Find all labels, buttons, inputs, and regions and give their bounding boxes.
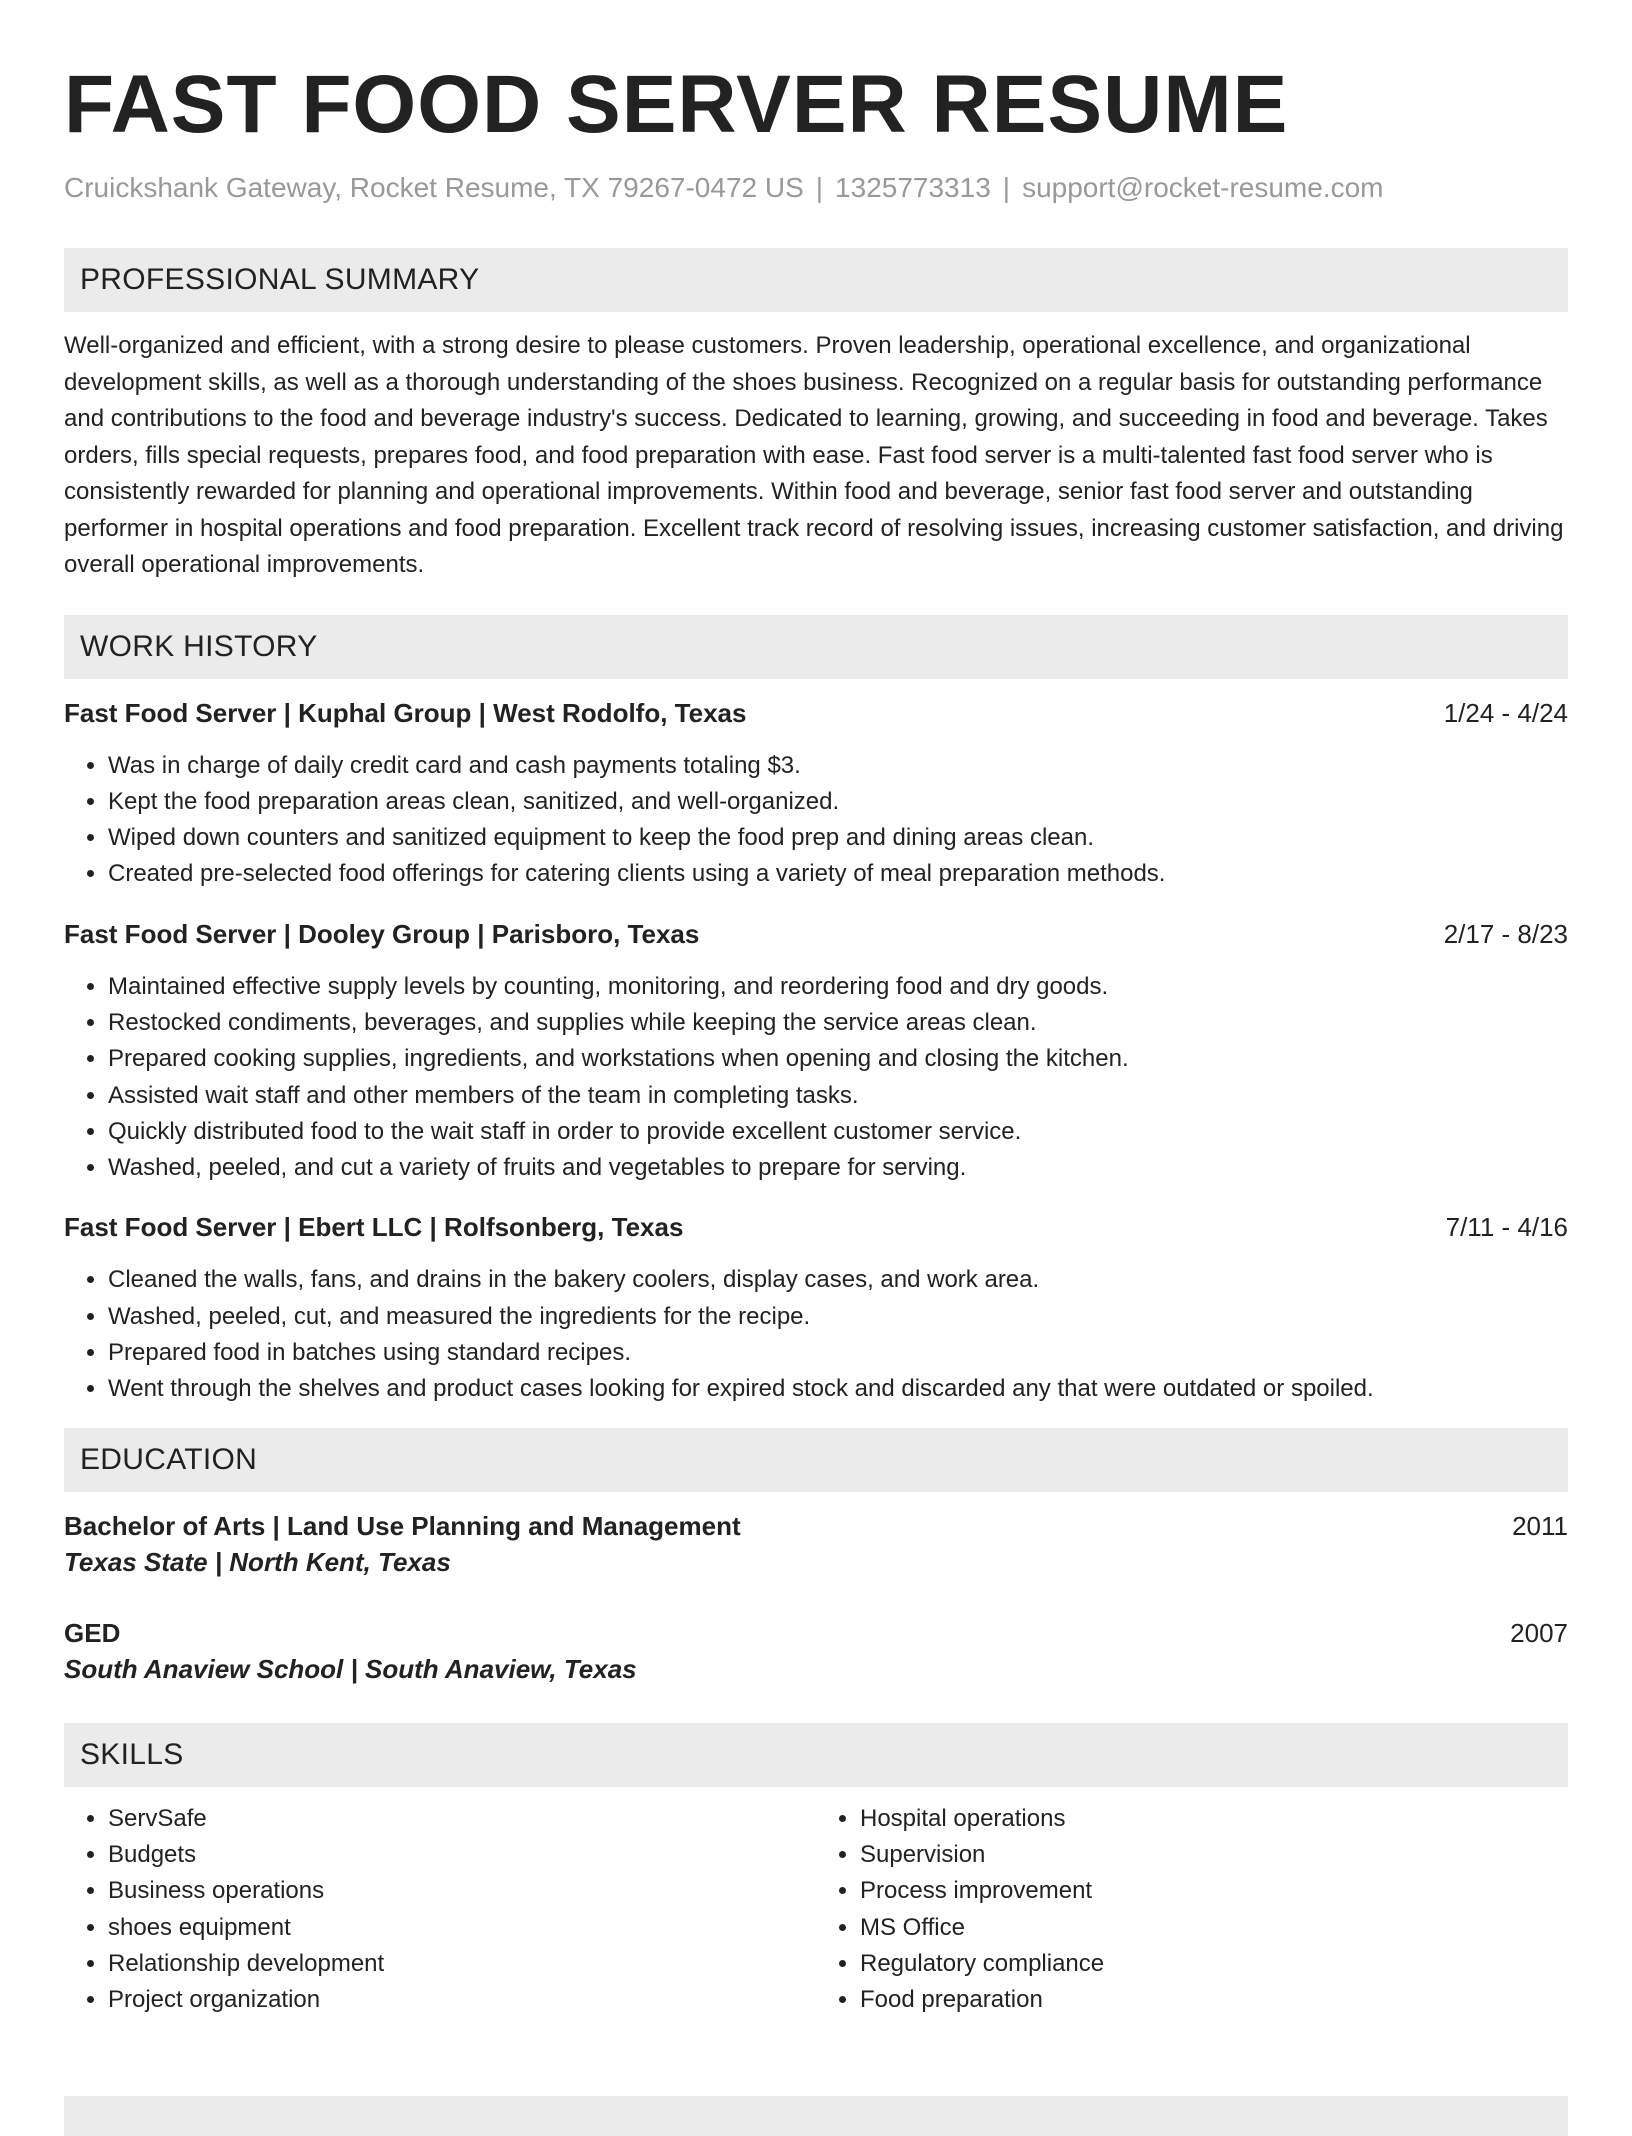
list-item: • Washed, peeled, and cut a variety of fruits and vegetables to prepare for serving. bbox=[108, 1150, 1568, 1186]
education-entry bbox=[64, 1509, 1568, 1581]
skill-item: • Budgets bbox=[108, 1837, 816, 1873]
job-title: Fast Food Server | Kuphal Group | West Rodolfo, Texas bbox=[64, 697, 747, 728]
contact-separator: | bbox=[815, 172, 824, 203]
skill-item: • Regulatory compliance bbox=[860, 1946, 1568, 1982]
list-item: • Prepared food in batches using standard recipes. bbox=[108, 1335, 1568, 1371]
job-bullets bbox=[64, 748, 1568, 893]
summary-heading: PROFESSIONAL SUMMARY bbox=[64, 248, 1568, 312]
next-section-bar bbox=[64, 2096, 1568, 2136]
job-header bbox=[64, 1210, 1568, 1244]
work-history-heading: WORK HISTORY bbox=[64, 615, 1568, 679]
job-bullets bbox=[64, 969, 1568, 1187]
summary-text: Well-organized and efficient, with a strong desire to please customers. Proven leadership, operational excellence, and organizational development skills, as well as a thorough understanding of the shoes business. Recognized on a regular basis for outstanding performance and contributions to the food and beverage industry's success. Dedicated to learning, growing, and succeeding in food and beverage. Takes orders, fills special requests, prepares food, and food preparation with ease. Fast food server is a multi-talented fast food server who is consistently rewarded for planning and operational improvements. Within food and beverage, senior fast food server and outstanding performer in hospital operations and food preparation. Excellent track record of resolving issues, increasing customer satisfaction, and driving overall operational improvements. bbox=[64, 332, 1564, 578]
list-item: • Went through the shelves and product cases looking for expired stock and discarded any that were outdated or spoiled. bbox=[108, 1371, 1568, 1407]
education-degree: Bachelor of Arts | Land Use Planning and Management bbox=[64, 1510, 741, 1541]
list-item: • Prepared cooking supplies, ingredients, and workstations when opening and closing the kitchen. bbox=[108, 1041, 1568, 1077]
list-item: • Assisted wait staff and other members of the team in completing tasks. bbox=[108, 1078, 1568, 1114]
education-school: Texas State | North Kent, Texas bbox=[64, 1546, 451, 1577]
job-dates: 2/17 - 8/23 bbox=[1443, 918, 1568, 949]
skill-item: • MS Office bbox=[860, 1910, 1568, 1946]
job-dates: 1/24 - 4/24 bbox=[1443, 697, 1568, 728]
job-dates: 7/11 - 4/16 bbox=[1445, 1212, 1568, 1243]
list-item: • Washed, peeled, cut, and measured the ingredients for the recipe. bbox=[108, 1299, 1568, 1335]
skill-item: • ServSafe bbox=[108, 1801, 816, 1837]
list-item: • Quickly distributed food to the wait staff in order to provide excellent customer service. bbox=[108, 1114, 1568, 1150]
job-entry bbox=[64, 1210, 1568, 1407]
job-header bbox=[64, 917, 1568, 951]
job-title: Fast Food Server | Dooley Group | Parisboro, Texas bbox=[64, 918, 700, 949]
list-item: • Wiped down counters and sanitized equipment to keep the food prep and dining areas clean. bbox=[108, 820, 1568, 856]
resume-title: FAST FOOD SERVER RESUME bbox=[64, 59, 1289, 150]
list-item: • Created pre-selected food offerings for catering clients using a variety of meal preparation methods. bbox=[108, 856, 1568, 892]
list-item: • Kept the food preparation areas clean, sanitized, and well-organized. bbox=[108, 784, 1568, 820]
skills-grid bbox=[64, 1801, 1568, 2019]
list-item: • Was in charge of daily credit card and cash payments totaling $3. bbox=[108, 748, 1568, 784]
contact-phone: 1325773313 bbox=[835, 172, 991, 203]
contact-email: support@rocket-resume.com bbox=[1022, 172, 1384, 203]
education-degree: GED bbox=[64, 1617, 121, 1648]
education-year: 2011 bbox=[1512, 1510, 1568, 1541]
skill-item: • Process improvement bbox=[860, 1873, 1568, 1909]
education-school: South Anaview School | South Anaview, Texas bbox=[64, 1653, 637, 1684]
skill-item: • Hospital operations bbox=[860, 1801, 1568, 1837]
contact-address: Cruickshank Gateway, Rocket Resume, TX 79267-0472 US bbox=[64, 172, 804, 203]
skill-item: • Supervision bbox=[860, 1837, 1568, 1873]
list-item: • Cleaned the walls, fans, and drains in the bakery coolers, display cases, and work area. bbox=[108, 1262, 1568, 1298]
list-item: • Maintained effective supply levels by counting, monitoring, and reordering food and dry goods. bbox=[108, 969, 1568, 1005]
job-header bbox=[64, 696, 1568, 730]
education-entry bbox=[64, 1616, 1568, 1688]
skills-column-left bbox=[64, 1801, 816, 2019]
education-year: 2007 bbox=[1510, 1617, 1568, 1648]
skill-item: • Food preparation bbox=[860, 1982, 1568, 2018]
skills-heading: SKILLS bbox=[64, 1723, 1568, 1787]
education-header bbox=[64, 1509, 1568, 1543]
skill-item: • Project organization bbox=[108, 1982, 816, 2018]
skill-item: • Relationship development bbox=[108, 1946, 816, 1982]
education-heading: EDUCATION bbox=[64, 1428, 1568, 1492]
list-item: • Restocked condiments, beverages, and supplies while keeping the service areas clean. bbox=[108, 1005, 1568, 1041]
job-bullets bbox=[64, 1262, 1568, 1407]
education-header bbox=[64, 1616, 1568, 1650]
skill-item: • Business operations bbox=[108, 1873, 816, 1909]
job-title: Fast Food Server | Ebert LLC | Rolfsonberg, Texas bbox=[64, 1212, 684, 1243]
job-entry bbox=[64, 696, 1568, 893]
skill-item: • shoes equipment bbox=[108, 1910, 816, 1946]
skills-column-right bbox=[816, 1801, 1568, 2019]
contact-line bbox=[64, 170, 1568, 206]
contact-separator: | bbox=[1002, 172, 1011, 203]
job-entry bbox=[64, 917, 1568, 1187]
